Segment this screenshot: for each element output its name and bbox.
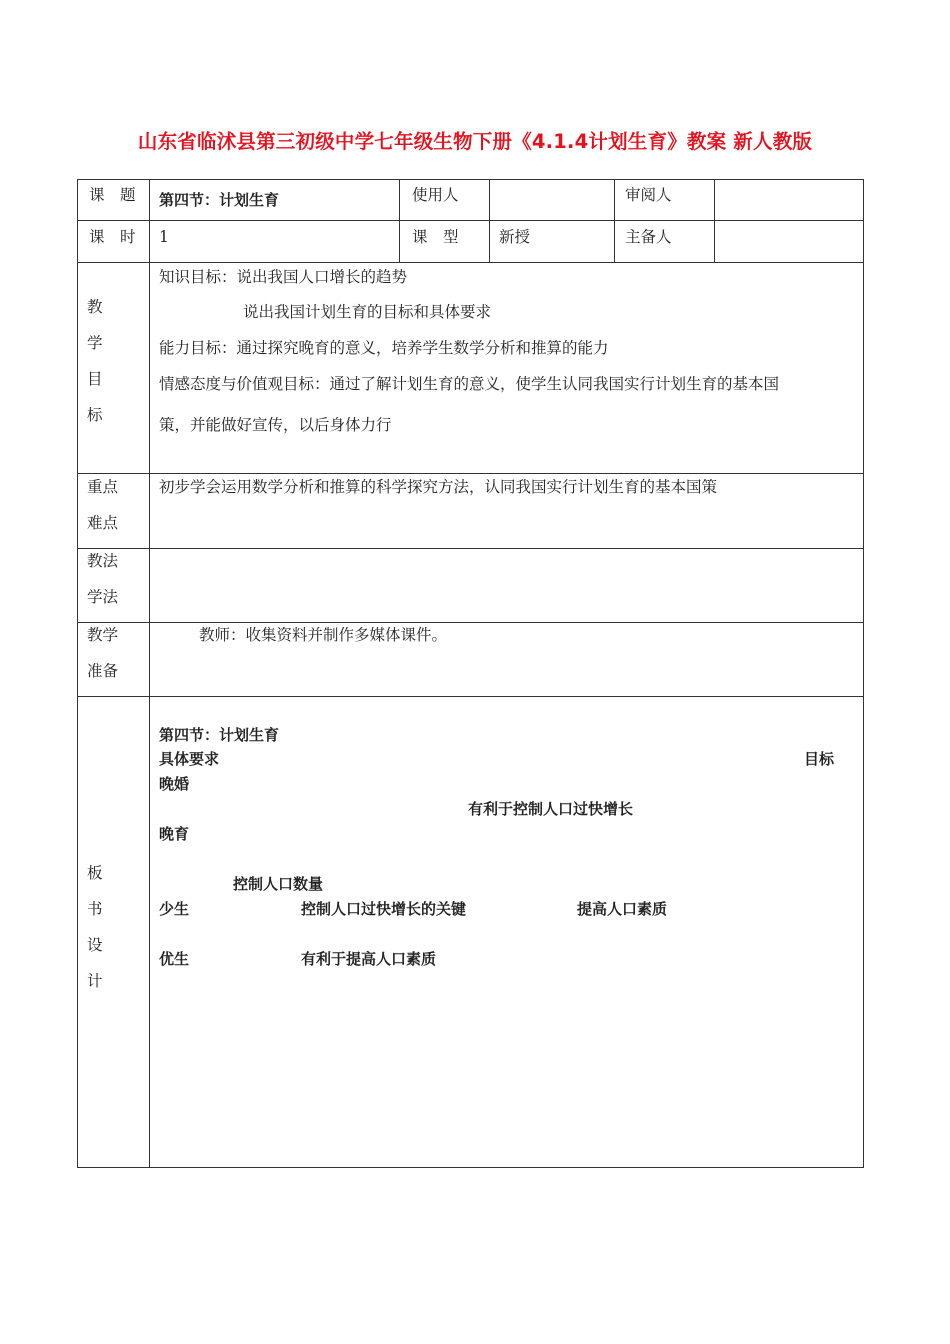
topic-value: 第四节：计划生育	[159, 191, 280, 209]
board-column-goals: 目标	[804, 750, 835, 768]
key-points-label-2: 难点	[87, 514, 119, 532]
board-column-requirements: 具体要求	[159, 750, 220, 768]
key-points-content: 初步学会运用数学分析和推算的科学探究方法，认同我国实行计划生育的基本国策	[159, 478, 718, 496]
board-label-char: 书	[87, 900, 103, 918]
goals-label-char: 标	[87, 406, 103, 424]
board-fewer-births: 少生	[159, 900, 190, 918]
goals-label-char: 目	[87, 370, 103, 388]
period-value: 1	[159, 228, 169, 246]
board-key-control: 控制人口过快增长的关键	[301, 900, 467, 918]
board-label-char: 设	[87, 936, 103, 954]
methods-label-1: 教法	[87, 552, 119, 570]
preparer-label: 主备人	[625, 228, 672, 246]
board-label-char: 计	[87, 972, 103, 990]
goals-label-char: 教	[87, 298, 103, 316]
board-growth-note: 有利于控制人口过快增长	[468, 800, 634, 818]
goals-label-char: 学	[87, 334, 103, 352]
preparation-content: 教师：收集资料并制作多媒体课件。	[199, 626, 448, 644]
board-raise-quality: 提高人口素质	[577, 900, 668, 918]
board-control-count: 控制人口数量	[233, 875, 324, 893]
emotion-goal-1: 情感态度与价值观目标：通过了解计划生育的意义，使学生认同我国实行计划生育的基本国	[159, 375, 780, 393]
board-late-marriage: 晚婚	[159, 775, 190, 793]
board-help-quality: 有利于提高人口素质	[301, 950, 437, 968]
user-label: 使用人	[412, 186, 459, 204]
board-better-births: 优生	[159, 950, 190, 968]
knowledge-goal-2: 说出我国计划生育的目标和具体要求	[243, 303, 492, 321]
type-label: 课 型	[412, 228, 459, 246]
methods-label-2: 学法	[87, 588, 119, 606]
type-value: 新授	[499, 228, 531, 246]
board-label-char: 板	[87, 864, 103, 882]
board-heading: 第四节：计划生育	[159, 726, 280, 744]
preparation-label-2: 准备	[87, 662, 119, 680]
document-title: 山东省临沭县第三初级中学七年级生物下册《4.1.4计划生育》教案 新人教版	[137, 130, 813, 153]
period-label: 课 时	[89, 228, 136, 246]
reviewer-label: 审阅人	[625, 186, 672, 204]
topic-label: 课 题	[89, 186, 136, 204]
lesson-plan-table	[77, 179, 864, 1168]
ability-goal: 能力目标：通过探究晚育的意义，培养学生数学分析和推算的能力	[159, 339, 609, 357]
key-points-label-1: 重点	[87, 478, 119, 496]
knowledge-goal-1: 知识目标：说出我国人口增长的趋势	[159, 268, 408, 286]
preparation-label-1: 教学	[87, 626, 119, 644]
emotion-goal-2: 策，并能做好宣传，以后身体力行	[159, 416, 392, 434]
board-late-birth: 晚育	[159, 825, 190, 843]
